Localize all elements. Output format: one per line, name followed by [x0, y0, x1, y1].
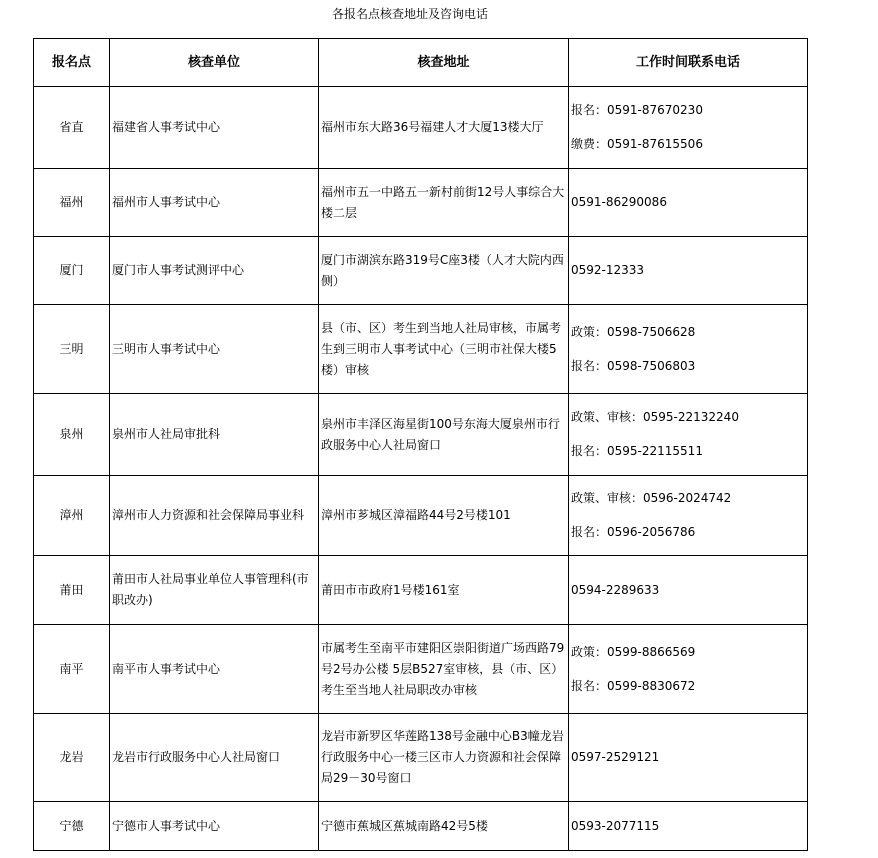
row-phone-cell	[569, 714, 808, 802]
row-unit: 莆田市人社局事业单位人事管理科(市职改办)	[110, 556, 319, 625]
row-unit: 三明市人事考试中心	[110, 305, 319, 394]
row-address: 莆田市市政府1号楼161室	[319, 556, 569, 625]
row-phone: 报名：0591-87670230	[571, 103, 703, 117]
row-unit: 漳州市人力资源和社会保障局事业科	[110, 476, 319, 556]
row-site: 泉州	[34, 394, 110, 476]
row-site: 漳州	[34, 476, 110, 556]
row-site: 龙岩	[34, 714, 110, 802]
row-address: 厦门市湖滨东路319号C座3楼（人才大院内西侧）	[319, 237, 569, 305]
page-title: 各报名点核查地址及咨询电话	[331, 7, 488, 21]
row-phone-cell	[569, 87, 808, 169]
row-address: 漳州市芗城区漳福路44号2号楼101	[319, 476, 569, 556]
row-phone-cell	[569, 625, 808, 714]
row-address: 福州市五一中路五一新村前街12号人事综合大楼二层	[319, 169, 569, 237]
row-phone: 报名：0595-22115511	[571, 444, 703, 458]
row-phone: 缴费：0591-87615506	[571, 137, 703, 151]
table-row	[34, 305, 808, 394]
column-header-site: 报名点	[34, 39, 110, 87]
row-site: 省直	[34, 87, 110, 169]
row-unit: 泉州市人社局审批科	[110, 394, 319, 476]
header-row	[34, 39, 808, 87]
row-phone-cell	[569, 394, 808, 476]
row-phone: 政策、审核：0595-22132240	[571, 410, 739, 424]
row-address: 泉州市丰泽区海星街100号东海大厦泉州市行政服务中心人社局窗口	[319, 394, 569, 476]
table-row	[34, 394, 808, 476]
row-address: 福州市东大路36号福建人才大厦13楼大厅	[319, 87, 569, 169]
row-phone: 报名：0596-2056786	[571, 525, 696, 539]
row-phone-cell	[569, 237, 808, 305]
row-phone: 0593-2077115	[571, 818, 660, 833]
row-address: 龙岩市新罗区华莲路138号金融中心B3幢龙岩行政服务中心一楼三区市人力资源和社会保障局29－30号窗口	[319, 714, 569, 802]
row-site: 莆田	[34, 556, 110, 625]
row-address: 县（市、区）考生到当地人社局审核，市属考生到三明市人事考试中心（三明市社保大楼5楼）审核	[319, 305, 569, 394]
table-row	[34, 714, 808, 802]
row-phone-cell	[569, 802, 808, 851]
row-unit: 厦门市人事考试测评中心	[110, 237, 319, 305]
column-header-phone: 工作时间联系电话	[569, 39, 808, 87]
row-phone: 0597-2529121	[571, 750, 660, 764]
row-unit: 福州市人事考试中心	[110, 169, 319, 237]
table-row	[34, 476, 808, 556]
row-site: 南平	[34, 625, 110, 714]
row-phone: 政策、审核：0596-2024742	[571, 491, 732, 505]
row-phone-cell	[569, 169, 808, 237]
row-unit: 龙岩市行政服务中心人社局窗口	[110, 714, 319, 802]
row-phone-cell	[569, 305, 808, 394]
table-row	[34, 625, 808, 714]
row-phone-cell	[569, 556, 808, 625]
row-unit: 福建省人事考试中心	[110, 87, 319, 169]
table-row	[34, 556, 808, 625]
row-phone: 政策：0598-7506628	[571, 324, 696, 339]
contact-table	[33, 38, 808, 851]
row-phone: 报名：0599-8830672	[571, 678, 696, 693]
column-header-unit: 核查单位	[110, 39, 319, 87]
row-unit: 南平市人事考试中心	[110, 625, 319, 714]
row-unit: 宁德市人事考试中心	[110, 802, 319, 851]
row-phone: 报名：0598-7506803	[571, 358, 696, 373]
row-phone: 政策：0599-8866569	[571, 644, 696, 659]
row-site: 三明	[34, 305, 110, 394]
column-header-address: 核查地址	[319, 39, 569, 87]
row-phone: 0594-2289633	[571, 582, 660, 597]
row-phone: 0591-86290086	[571, 195, 667, 209]
table-row	[34, 802, 808, 851]
table-row	[34, 237, 808, 305]
row-site: 宁德	[34, 802, 110, 851]
table-row	[34, 169, 808, 237]
row-phone: 0592-12333	[571, 263, 645, 277]
row-site: 福州	[34, 169, 110, 237]
row-address: 市属考生至南平市建阳区崇阳街道广场西路79号2号办公楼 5层B527室审核，县（市、区）考生至当地人社局职改办审核	[319, 625, 569, 714]
table-row	[34, 87, 808, 169]
row-site: 厦门	[34, 237, 110, 305]
row-phone-cell	[569, 476, 808, 556]
row-address: 宁德市蕉城区蕉城南路42号5楼	[319, 802, 569, 851]
